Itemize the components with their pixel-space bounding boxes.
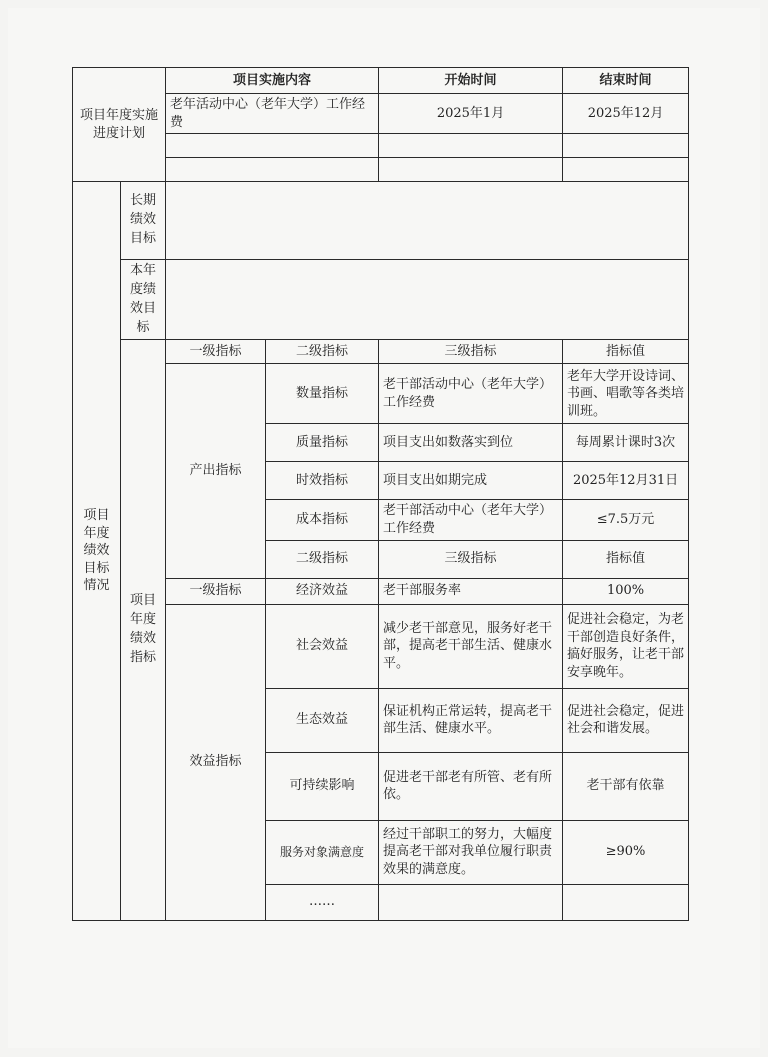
schedule-header-content: 项目实施内容 xyxy=(166,68,379,94)
l2-cell: 可持续影响 xyxy=(266,752,379,820)
l2-cell: 数量指标 xyxy=(266,364,379,424)
repeat-header-value: 指标值 xyxy=(563,540,689,578)
schedule-row-end xyxy=(563,134,689,158)
l3-cell: 减少老干部意见，服务好老干部，提高老干部生活、健康水平。 xyxy=(379,604,563,688)
annual-value xyxy=(166,260,689,340)
l2-cell: 服务对象满意度 xyxy=(266,820,379,884)
value-cell: 100% xyxy=(563,578,689,604)
l2-cell: 时效指标 xyxy=(266,462,379,500)
value-cell: ≤7.5万元 xyxy=(563,500,689,540)
l3-cell xyxy=(379,884,563,920)
l2-cell: 经济效益 xyxy=(266,578,379,604)
value-cell: 老干部有依靠 xyxy=(563,752,689,820)
schedule-row-start: 2025年1月 xyxy=(379,94,563,134)
value-cell: 促进社会稳定，为老干部创造良好条件，搞好服务，让老干部安享晚年。 xyxy=(563,604,689,688)
performance-section-label: 项目年度绩效目标情况 xyxy=(73,182,121,920)
value-cell: 老年大学开设诗词、书画、唱歌等各类培训班。 xyxy=(563,364,689,424)
schedule-row-start xyxy=(379,158,563,182)
l3-cell: 老干部活动中心（老年大学）工作经费 xyxy=(379,500,563,540)
l3-cell: 项目支出如期完成 xyxy=(379,462,563,500)
schedule-header-start: 开始时间 xyxy=(379,68,563,94)
l3-cell: 项目支出如数落实到位 xyxy=(379,424,563,462)
value-cell: 2025年12月31日 xyxy=(563,462,689,500)
repeat-header-l2: 二级指标 xyxy=(266,540,379,578)
schedule-row-content xyxy=(166,134,379,158)
repeat-header-l3: 三级指标 xyxy=(379,540,563,578)
schedule-header-end: 结束时间 xyxy=(563,68,689,94)
annual-label: 本年度绩效目标 xyxy=(121,260,166,340)
l3-cell: 促进老干部老有所管、老有所依。 xyxy=(379,752,563,820)
indicator-label: 项目年度绩效指标 xyxy=(121,340,166,920)
l3-cell: 老干部活动中心（老年大学）工作经费 xyxy=(379,364,563,424)
schedule-row-content xyxy=(166,158,379,182)
l3-cell: 老干部服务率 xyxy=(379,578,563,604)
value-cell: 促进社会稳定，促进社会和谐发展。 xyxy=(563,688,689,752)
header-l3: 三级指标 xyxy=(379,340,563,364)
value-cell: ≥90% xyxy=(563,820,689,884)
header-l2: 二级指标 xyxy=(266,340,379,364)
l2-cell: 社会效益 xyxy=(266,604,379,688)
l1-label: 一级指标 xyxy=(166,578,266,604)
benefit-group-label: 效益指标 xyxy=(166,604,266,920)
schedule-row-start xyxy=(379,134,563,158)
long-term-label: 长期绩效目标 xyxy=(121,182,166,260)
schedule-row-end: 2025年12月 xyxy=(563,94,689,134)
schedule-row-end xyxy=(563,158,689,182)
schedule-section-label: 项目年度实施进度计划 xyxy=(73,68,166,182)
l2-cell: …… xyxy=(266,884,379,920)
schedule-row-content: 老年活动中心（老年大学）工作经费 xyxy=(166,94,379,134)
l2-cell: 质量指标 xyxy=(266,424,379,462)
value-cell xyxy=(563,884,689,920)
l2-cell: 生态效益 xyxy=(266,688,379,752)
long-term-value xyxy=(166,182,689,260)
l2-cell: 成本指标 xyxy=(266,500,379,540)
header-l1: 一级指标 xyxy=(166,340,266,364)
value-cell: 每周累计课时3次 xyxy=(563,424,689,462)
l3-cell: 保证机构正常运转，提高老干部生活、健康水平。 xyxy=(379,688,563,752)
l3-cell: 经过干部职工的努力，大幅度提高老干部对我单位履行职责效果的满意度。 xyxy=(379,820,563,884)
output-group-label: 产出指标 xyxy=(166,364,266,578)
header-value: 指标值 xyxy=(563,340,689,364)
budget-table xyxy=(72,67,689,921)
